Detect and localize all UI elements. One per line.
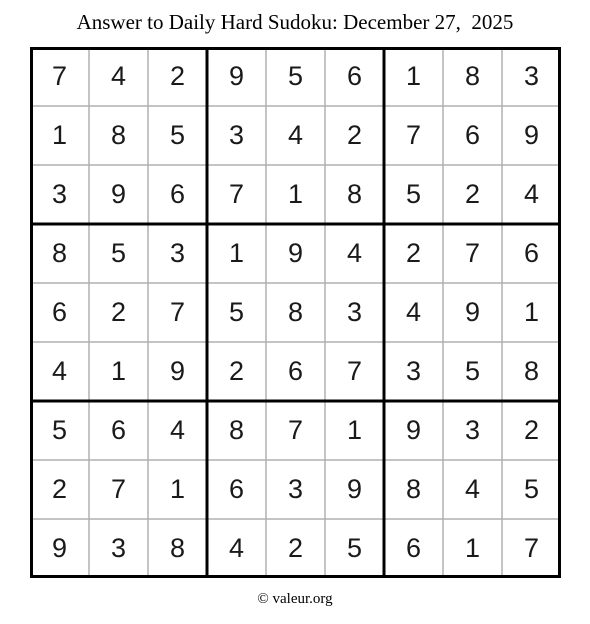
sudoku-grid [30,47,561,578]
sudoku-cell-r1c3: 2 [169,61,186,91]
sudoku-cell-r9c7: 6 [405,533,422,563]
page-title: Answer to Daily Hard Sudoku: December 27, 2025 [76,10,514,34]
sudoku-cell-r2c9: 9 [523,120,540,150]
sudoku-cell-r3c5: 1 [287,179,304,209]
sudoku-cell-r7c3: 4 [169,415,186,445]
sudoku-cell-r1c6: 6 [346,61,363,91]
sudoku-cell-r8c3: 1 [169,474,186,504]
sudoku-cell-r3c3: 6 [169,179,186,209]
sudoku-cell-r7c7: 9 [405,415,422,445]
copyright-footer: © valeur.org [257,591,333,607]
sudoku-cell-r3c7: 5 [405,179,422,209]
sudoku-cell-r8c8: 4 [464,474,481,504]
sudoku-cell-r8c2: 7 [110,474,127,504]
sudoku-cell-r6c9: 8 [523,356,540,386]
sudoku-cell-r5c1: 6 [51,297,68,327]
sudoku-cell-r1c1: 7 [51,61,68,91]
sudoku-cell-r7c1: 5 [51,415,68,445]
sudoku-cell-r8c1: 2 [51,474,68,504]
sudoku-cell-r1c9: 3 [523,61,540,91]
sudoku-cell-r6c2: 1 [110,356,127,386]
sudoku-cell-r3c8: 2 [464,179,481,209]
sudoku-cell-r5c4: 5 [228,297,245,327]
sudoku-cell-r6c3: 9 [169,356,186,386]
sudoku-cell-r6c5: 6 [287,356,304,386]
sudoku-cell-r4c7: 2 [405,238,422,268]
sudoku-cell-r5c3: 7 [169,297,186,327]
sudoku-cell-r1c7: 1 [405,61,422,91]
sudoku-cell-r1c2: 4 [110,61,127,91]
sudoku-cell-r9c8: 1 [464,533,481,563]
sudoku-cell-r9c9: 7 [523,533,540,563]
sudoku-cell-r4c4: 1 [228,238,245,268]
sudoku-cell-r4c3: 3 [169,238,186,268]
sudoku-cell-r1c4: 9 [228,61,245,91]
sudoku-cell-r9c5: 2 [287,533,304,563]
sudoku-cell-r9c6: 5 [346,533,363,563]
sudoku-cell-r3c9: 4 [523,179,540,209]
sudoku-cell-r6c7: 3 [405,356,422,386]
sudoku-cell-r6c8: 5 [464,356,481,386]
sudoku-cell-r5c6: 3 [346,297,363,327]
sudoku-cell-r7c6: 1 [346,415,363,445]
sudoku-cell-r3c6: 8 [346,179,363,209]
sudoku-cell-r2c4: 3 [228,120,245,150]
sudoku-cell-r5c2: 2 [110,297,127,327]
sudoku-cell-r7c8: 3 [464,415,481,445]
sudoku-cell-r4c9: 6 [523,238,540,268]
sudoku-cell-r1c8: 8 [464,61,481,91]
sudoku-cell-r4c5: 9 [287,238,304,268]
sudoku-cell-r6c6: 7 [346,356,363,386]
sudoku-cell-r6c1: 4 [51,356,68,386]
sudoku-cell-r7c4: 8 [228,415,245,445]
sudoku-cell-r4c1: 8 [51,238,68,268]
sudoku-cell-r8c4: 6 [228,474,245,504]
sudoku-cell-r5c9: 1 [523,297,540,327]
sudoku-cell-r5c7: 4 [405,297,422,327]
sudoku-cell-r3c1: 3 [51,179,68,209]
sudoku-cell-r7c9: 2 [523,415,540,445]
sudoku-cell-r8c5: 3 [287,474,304,504]
sudoku-cell-r9c2: 3 [110,533,127,563]
sudoku-cell-r9c4: 4 [228,533,245,563]
sudoku-cell-r4c2: 5 [110,238,127,268]
sudoku-cell-r4c8: 7 [464,238,481,268]
sudoku-cell-r9c1: 9 [51,533,68,563]
sudoku-cell-r7c2: 6 [110,415,127,445]
sudoku-cell-r9c3: 8 [169,533,186,563]
sudoku-cell-r7c5: 7 [287,415,304,445]
sudoku-cell-r2c3: 5 [169,120,186,150]
sudoku-cell-r5c8: 9 [464,297,481,327]
sudoku-cell-r2c5: 4 [287,120,304,150]
sudoku-cell-r2c7: 7 [405,120,422,150]
sudoku-cell-r8c7: 8 [405,474,422,504]
sudoku-cell-r6c4: 2 [228,356,245,386]
sudoku-cell-r2c2: 8 [110,120,127,150]
sudoku-cell-r1c5: 5 [287,61,304,91]
sudoku-cell-r3c4: 7 [228,179,245,209]
sudoku-cell-r2c6: 2 [346,120,363,150]
sudoku-cell-r2c8: 6 [464,120,481,150]
sudoku-cell-r8c9: 5 [523,474,540,504]
sudoku-cell-r3c2: 9 [110,179,127,209]
sudoku-cell-r5c5: 8 [287,297,304,327]
sudoku-cell-r4c6: 4 [346,238,363,268]
sudoku-board [30,47,561,578]
sudoku-cell-r8c6: 9 [346,474,363,504]
sudoku-cell-r2c1: 1 [51,120,68,150]
